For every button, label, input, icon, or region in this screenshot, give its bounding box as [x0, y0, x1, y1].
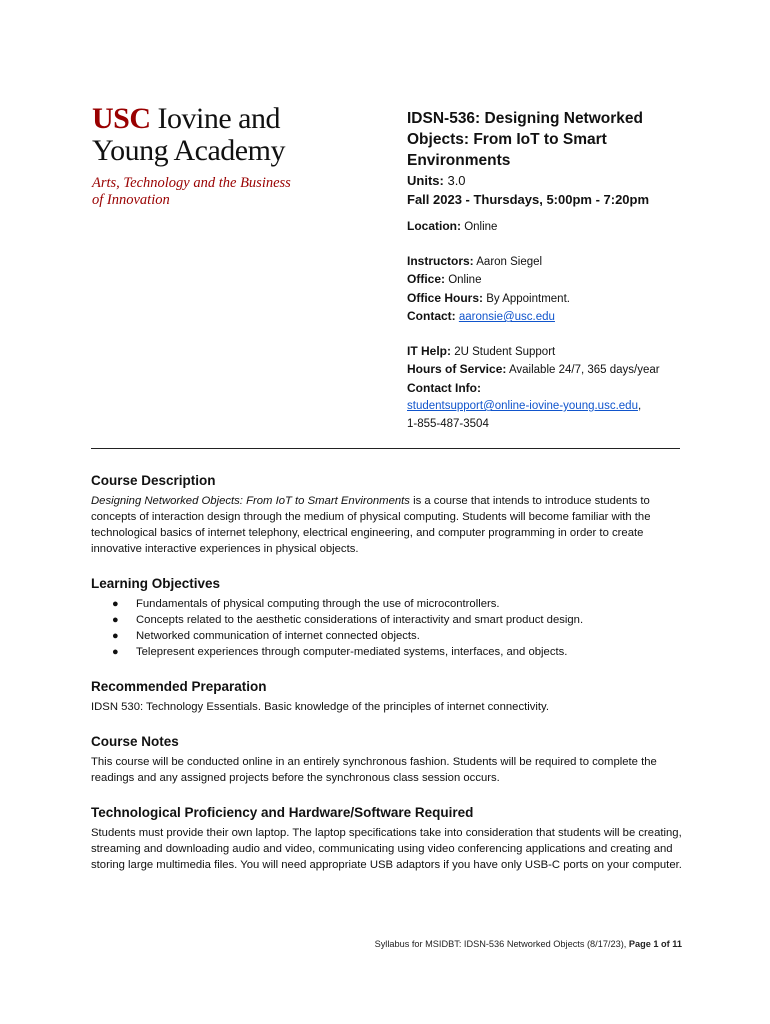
it-help-line	[407, 343, 687, 362]
instructors-label: Instructors:	[407, 253, 474, 268]
course-italic-title: Designing Networked Objects: From IoT to Smart Environments	[91, 495, 410, 507]
instructors-value: Aaron Siegel	[476, 255, 543, 268]
list-item	[91, 628, 691, 644]
logo-line-1	[92, 103, 302, 135]
course-header	[407, 108, 687, 433]
contact-info-line	[407, 380, 687, 399]
units-value: 3.0	[447, 173, 466, 188]
objective-text: Networked communication of internet connected objects.	[136, 630, 420, 642]
contact-label: Contact:	[407, 309, 456, 323]
bullet-icon: ●	[112, 614, 119, 626]
location-line	[407, 218, 687, 237]
list-item	[91, 612, 691, 628]
hours-label: Hours of Service:	[407, 362, 507, 376]
hours-value: Available 24/7, 365 days/year	[508, 364, 660, 376]
tech-requirements-heading: Technological Proficiency and Hardware/Software Required	[91, 805, 474, 820]
tech-requirements-text: Students must provide their own laptop. The laptop specifications take into consideration that students will be creating, streaming and downloading audio and video, communicating using video conferencing applications and creating and storing large multimedia files. You will need appropriate USB adaptors if you have only USB-C ports on your computer.	[91, 827, 682, 871]
contact-info-label: Contact Info:	[407, 380, 481, 395]
office-hours-line	[407, 290, 687, 309]
term-line	[407, 190, 687, 209]
course-title: IDSN-536: Designing Networked Objects: From IoT to Smart Environments	[407, 110, 643, 169]
logo-tagline: Arts, Technology and the Business of Innovation	[92, 175, 291, 208]
course-description-text	[91, 493, 691, 557]
objective-text: Concepts related to the aesthetic considerations of interactivity and smart product design.	[136, 614, 584, 626]
hours-line	[407, 361, 687, 380]
course-notes-text: This course will be conducted online in an entirely synchronous fashion. Students will be required to complete the readings and any assigned projects before the synchronous class session occurs.	[91, 756, 657, 784]
header-divider	[91, 448, 680, 449]
objectives-list	[91, 596, 691, 660]
office-line	[407, 271, 687, 290]
objective-text: Telepresent experiences through computer-mediated systems, interfaces, and objects.	[136, 646, 568, 658]
learning-objectives-section	[91, 575, 691, 660]
term: Fall 2023 - Thursdays, 5:00pm - 7:20pm	[407, 192, 650, 207]
course-description-section	[91, 472, 691, 557]
recommended-preparation-text: IDSN 530: Technology Essentials. Basic knowledge of the principles of internet connectivity.	[91, 701, 549, 713]
it-help-label: IT Help:	[407, 343, 451, 358]
learning-objectives-heading: Learning Objectives	[91, 576, 221, 591]
units-label: Units:	[407, 173, 444, 188]
support-phone: 1-855-487-3504	[407, 417, 489, 430]
location-value: Online	[464, 221, 498, 233]
units-line	[407, 171, 687, 190]
page-number: Page 1 of 11	[628, 939, 682, 949]
list-item	[91, 644, 691, 660]
support-email-line	[407, 398, 687, 416]
support-separator: ,	[637, 400, 642, 412]
recommended-preparation-section	[91, 678, 691, 715]
logo-iovine: Iovine and	[150, 102, 280, 135]
page-footer	[300, 938, 682, 950]
course-notes-heading: Course Notes	[91, 734, 179, 749]
bullet-icon: ●	[112, 646, 119, 658]
instructor-email-link[interactable]: aaronsie@usc.edu	[458, 311, 555, 323]
syllabus-body	[91, 472, 691, 891]
support-email-link[interactable]: studentsupport@online-iovine-young.usc.edu	[407, 400, 638, 412]
logo-usc: USC	[92, 102, 151, 135]
office-hours-value: By Appointment.	[486, 292, 570, 305]
course-description-heading: Course Description	[91, 473, 216, 488]
academy-logo	[92, 103, 302, 209]
tech-requirements-section	[91, 804, 691, 873]
contact-line	[407, 308, 687, 327]
office-hours-label: Office Hours:	[407, 290, 484, 305]
list-item	[91, 596, 691, 612]
location-label: Location:	[407, 219, 461, 233]
office-label: Office:	[407, 272, 446, 286]
instructors-line	[407, 253, 687, 272]
office-value: Online	[448, 274, 482, 286]
footer-text: Syllabus for MSIDBT: IDSN-536 Networked Objects (8/17/23),	[374, 939, 629, 949]
recommended-preparation-heading: Recommended Preparation	[91, 679, 267, 694]
bullet-icon: ●	[112, 598, 119, 610]
it-help-value: 2U Student Support	[454, 345, 556, 358]
course-description-body: is a course that intends to introduce students to concepts of interaction design through the medium of physical computing. Students will become familiar with the technological basics of internet telephony, electrical engineering, and computer programming in order to create innovative interactive experiences in physical objects.	[91, 495, 651, 555]
bullet-icon: ●	[112, 630, 119, 642]
objective-text: Fundamentals of physical computing through the use of microcontrollers.	[136, 598, 500, 610]
logo-line-2: Young Academy	[92, 134, 285, 167]
course-notes-section	[91, 733, 691, 786]
